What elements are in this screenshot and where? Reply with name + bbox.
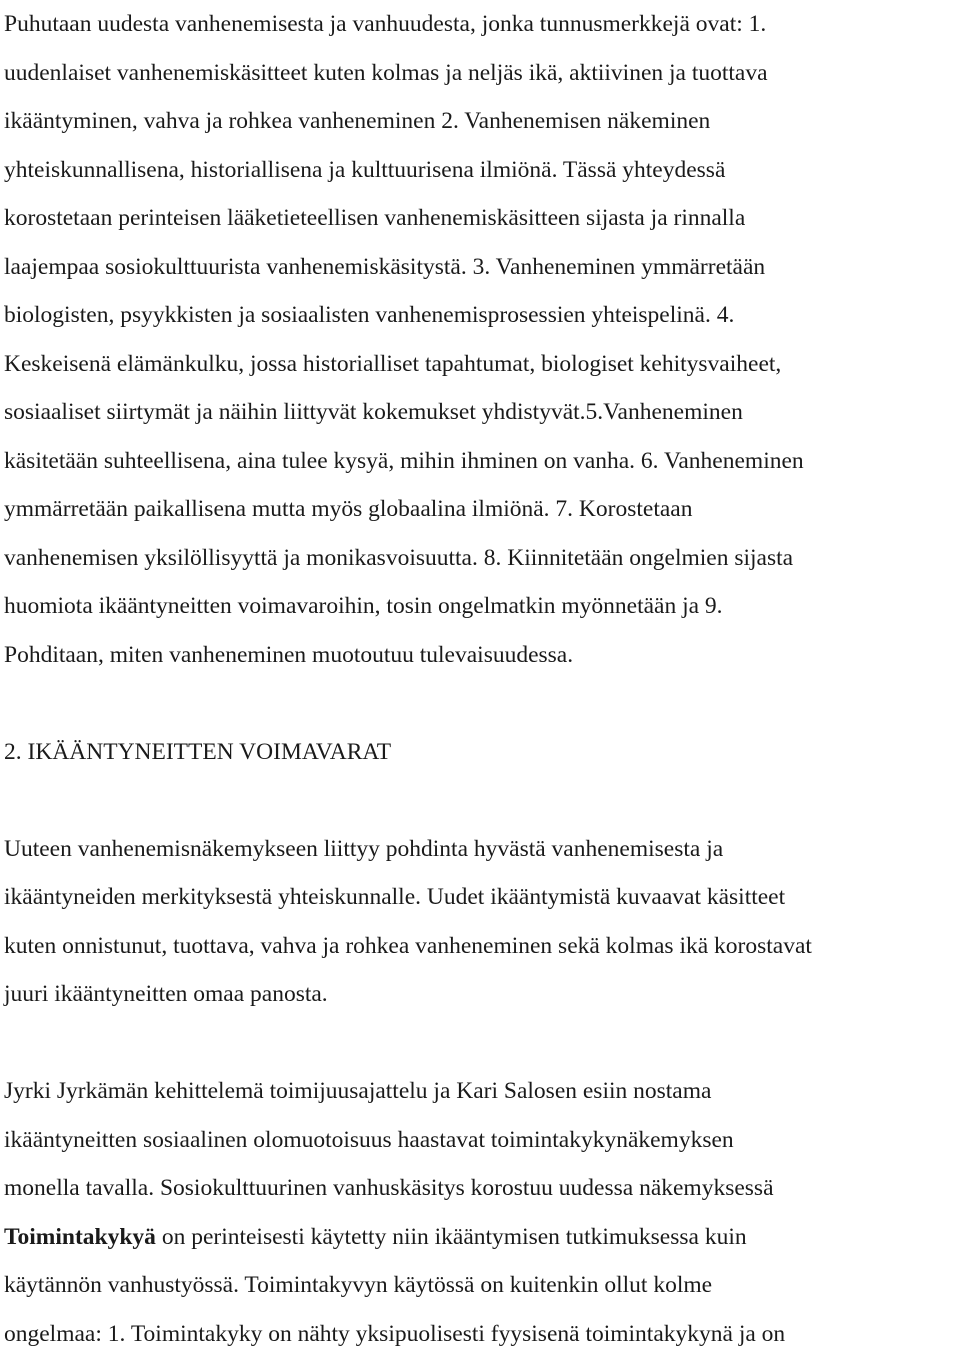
text-line: juuri ikääntyneitten omaa panosta. xyxy=(4,970,956,1019)
text-line: monella tavalla. Sosiokulttuurinen vanhuskäsitys korostuu uudessa näkemyksessä xyxy=(4,1164,956,1213)
text-line: sosiaaliset siirtymät ja näihin liittyvät kokemukset yhdistyvät.5.Vanheneminen xyxy=(4,388,956,437)
paragraph-new-aging-characteristics xyxy=(4,0,956,679)
text-line: Pohditaan, miten vanheneminen muotoutuu tulevaisuudessa. xyxy=(4,631,956,680)
text-line: kuten onnistunut, tuottava, vahva ja rohkea vanheneminen sekä kolmas ikä korostavat xyxy=(4,922,956,971)
text-line: ongelmaa: 1. Toimintakyky on nähty yksipuolisesti fyysisenä toimintakykynä ja on xyxy=(4,1310,956,1358)
bold-term: Toimintakykyä xyxy=(4,1224,156,1250)
paragraph-resources-of-elderly xyxy=(4,825,956,1019)
text-line: Jyrki Jyrkämän kehittelemä toimijuusajattelu ja Kari Salosen esiin nostama xyxy=(4,1067,956,1116)
text-line: korostetaan perinteisen lääketieteellisen vanhenemiskäsitteen sijasta ja rinnalla xyxy=(4,194,956,243)
paragraph-functional-capacity xyxy=(4,1067,956,1358)
text-line: ikääntyminen, vahva ja rohkea vanheneminen 2. Vanhenemisen näkeminen xyxy=(4,97,956,146)
section-heading: 2. IKÄÄNTYNEITTEN VOIMAVARAT xyxy=(4,728,956,777)
text-line: Keskeisenä elämänkulku, jossa historialliset tapahtumat, biologiset kehitysvaiheet, xyxy=(4,340,956,389)
spacer xyxy=(4,776,956,825)
text-line: ymmärretään paikallisena mutta myös globaalina ilmiönä. 7. Korostetaan xyxy=(4,485,956,534)
text-line: laajempaa sosiokulttuurista vanhenemiskäsitystä. 3. Vanheneminen ymmärretään xyxy=(4,243,956,292)
text-line: Uuteen vanhenemisnäkemykseen liittyy pohdinta hyvästä vanhenemisesta ja xyxy=(4,825,956,874)
text-line: Puhutaan uudesta vanhenemisesta ja vanhuudesta, jonka tunnusmerkkejä ovat: 1. xyxy=(4,0,956,49)
document-page xyxy=(4,0,956,1358)
text-line-with-bold-term xyxy=(4,1213,956,1262)
text-line: biologisten, psyykkisten ja sosiaalisten vanhenemisprosessien yhteispelinä. 4. xyxy=(4,291,956,340)
text-line: uudenlaiset vanhenemiskäsitteet kuten kolmas ja neljäs ikä, aktiivinen ja tuottava xyxy=(4,49,956,98)
spacer xyxy=(4,1019,956,1068)
text-line: käytännön vanhustyössä. Toimintakyvyn käytössä on kuitenkin ollut kolme xyxy=(4,1261,956,1310)
text-fragment: on perinteisesti käytetty niin ikääntymisen tutkimuksessa kuin xyxy=(156,1224,747,1250)
text-line: ikääntyneitten sosiaalinen olomuotoisuus haastavat toimintakykynäkemyksen xyxy=(4,1116,956,1165)
text-line: yhteiskunnallisena, historiallisena ja kulttuurisena ilmiönä. Tässä yhteydessä xyxy=(4,146,956,195)
text-line: ikääntyneiden merkityksestä yhteiskunnalle. Uudet ikääntymistä kuvaavat käsitteet xyxy=(4,873,956,922)
text-line: huomiota ikääntyneitten voimavaroihin, tosin ongelmatkin myönnetään ja 9. xyxy=(4,582,956,631)
spacer xyxy=(4,679,956,728)
text-line: vanhenemisen yksilöllisyyttä ja monikasvoisuutta. 8. Kiinnitetään ongelmien sijasta xyxy=(4,534,956,583)
text-line: käsitetään suhteellisena, aina tulee kysyä, mihin ihminen on vanha. 6. Vanheneminen xyxy=(4,437,956,486)
